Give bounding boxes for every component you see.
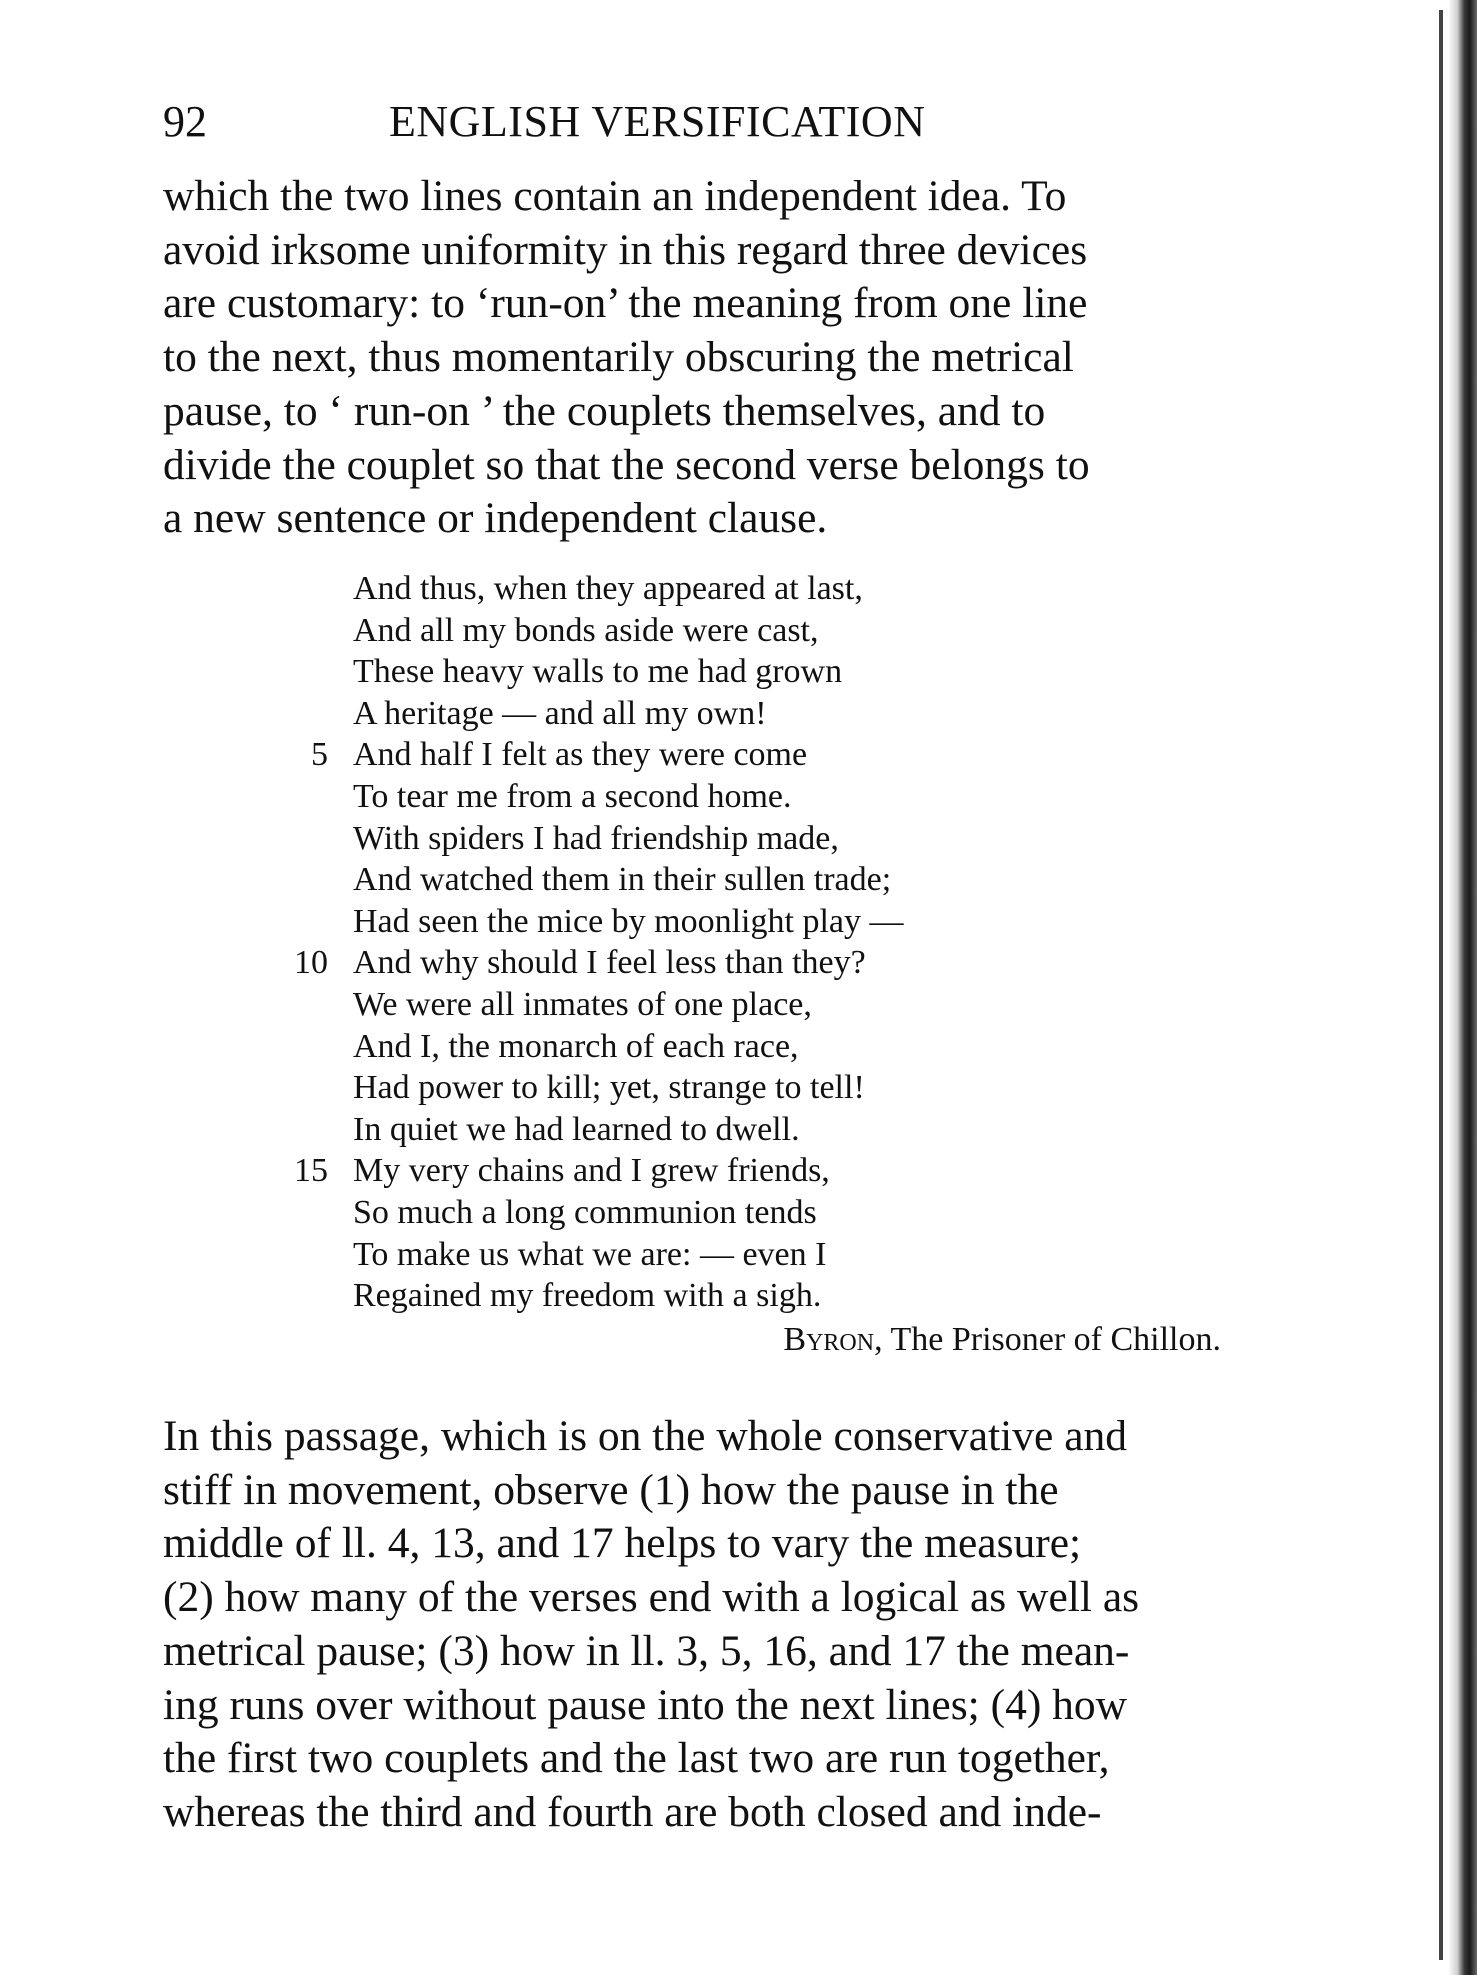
verse-line — [280, 1234, 1230, 1276]
poem-excerpt — [280, 568, 1230, 1317]
text-line: to the next, thus momentarily obscuring the metrical — [163, 333, 1074, 382]
text-line: the first two couplets and the last two are run together, — [163, 1734, 1110, 1783]
line-number: 10 — [294, 944, 328, 982]
verse-line — [280, 651, 1230, 693]
verse-line — [280, 693, 1230, 735]
line-number: 15 — [294, 1152, 328, 1190]
verse-line — [280, 901, 1230, 943]
verse-line — [280, 610, 1230, 652]
verse-line — [280, 776, 1230, 818]
verse-text: And all my bonds aside were cast, — [353, 611, 819, 649]
attribution-work: , The Prisoner of Chillon. — [874, 1321, 1221, 1358]
binding-edge-shadow — [1449, 0, 1477, 1975]
text-line: metrical pause; (3) how in ll. 3, 5, 16, and 17 the mean- — [163, 1626, 1130, 1675]
verse-text: With spiders I had friendship made, — [353, 819, 839, 857]
text-line: (2) how many of the verses end with a logical as well as — [163, 1573, 1140, 1622]
attribution-author: Byron — [783, 1321, 875, 1358]
verse-text: Had seen the mice by moonlight play — — [353, 902, 904, 940]
verse-text: And why should I feel less than they? — [353, 944, 866, 982]
line-number: 5 — [311, 736, 328, 774]
text-line: pause, to ‘ run-on ’ the couplets themselves, and to — [163, 386, 1046, 435]
verse-text: So much a long communion tends — [353, 1193, 817, 1231]
verse-line — [280, 1275, 1230, 1317]
verse-text: In quiet we had learned to dwell. — [353, 1110, 800, 1148]
text-line: In this passage, which is on the whole conservative and — [163, 1412, 1128, 1460]
verse-line — [280, 1109, 1230, 1151]
text-line: avoid irksome uniformity in this regard three devices — [163, 225, 1088, 274]
running-title: ENGLISH VERSIFICATION — [389, 97, 926, 146]
page-number: 92 — [163, 97, 207, 146]
verse-text: And thus, when they appeared at last, — [353, 570, 863, 607]
binding-edge-line — [1439, 10, 1443, 1960]
verse-line — [280, 984, 1230, 1026]
verse-text: We were all inmates of one place, — [353, 985, 812, 1023]
verse-text: And watched them in their sullen trade; — [353, 861, 892, 899]
verse-line — [280, 859, 1230, 901]
verse-line — [280, 1067, 1230, 1109]
verse-line — [280, 818, 1230, 860]
text-line: are customary: to ‘run-on’ the meaning from one line — [163, 279, 1088, 328]
verse-line — [280, 1026, 1230, 1068]
text-line: whereas the third and fourth are both closed and inde- — [163, 1787, 1102, 1836]
intro-paragraph — [163, 170, 1223, 546]
verse-text: To tear me from a second home. — [353, 777, 792, 815]
verse-text: A heritage — and all my own! — [353, 694, 767, 732]
text-line: ing runs over without pause into the next lines; (4) how — [163, 1680, 1128, 1729]
verse-text: And I, the monarch of each race, — [353, 1027, 799, 1065]
poem-attribution — [783, 1318, 1221, 1362]
text-line: which the two lines contain an independent idea. To — [163, 172, 1067, 220]
verse-line — [280, 1150, 1230, 1192]
verse-text: To make us what we are: — even I — [353, 1235, 827, 1273]
text-line: divide the couplet so that the second verse belongs to — [163, 440, 1090, 489]
text-line: stiff in movement, observe (1) how the pause in the — [163, 1465, 1059, 1514]
verse-text: These heavy walls to me had grown — [353, 653, 843, 691]
text-line: middle of ll. 4, 13, and 17 helps to vary the measure; — [163, 1519, 1082, 1568]
verse-line — [280, 568, 1230, 610]
verse-text: Had power to kill; yet, strange to tell! — [353, 1069, 865, 1107]
verse-line — [280, 942, 1230, 984]
verse-text: And half I felt as they were come — [353, 736, 808, 774]
analysis-paragraph — [163, 1410, 1223, 1840]
text-line: a new sentence or independent clause. — [163, 494, 828, 543]
verse-line — [280, 1192, 1230, 1234]
verse-text: My very chains and I grew friends, — [353, 1152, 830, 1190]
page-header — [163, 92, 1223, 152]
verse-text: Regained my freedom with a sigh. — [353, 1277, 822, 1315]
verse-line — [280, 734, 1230, 776]
